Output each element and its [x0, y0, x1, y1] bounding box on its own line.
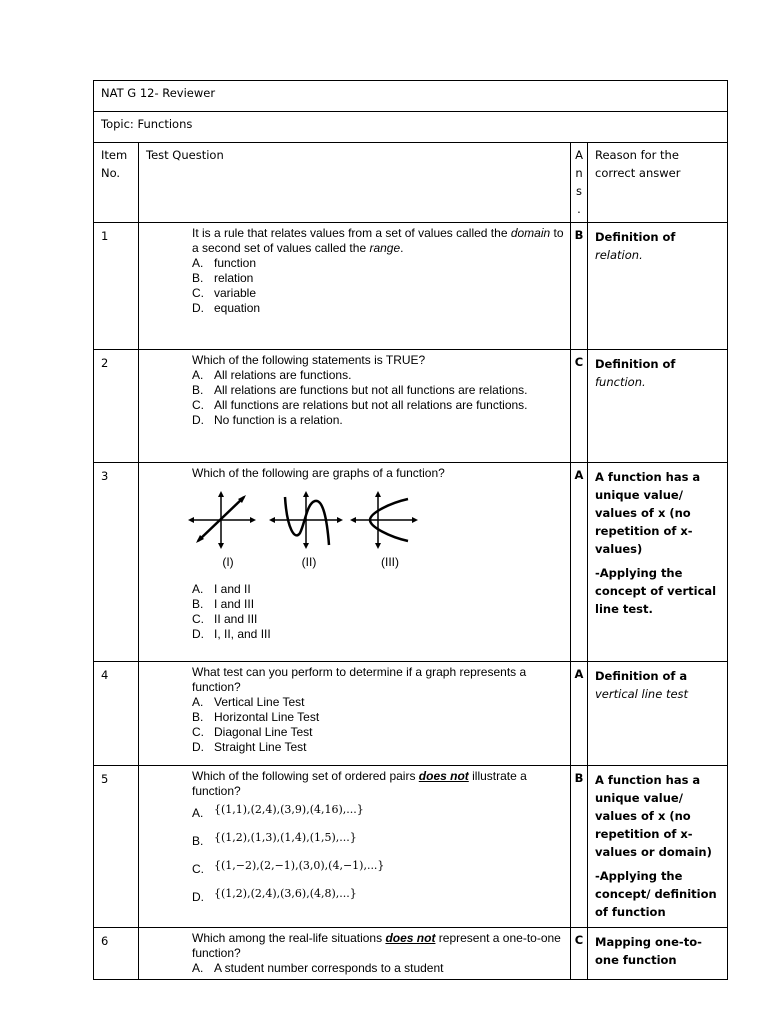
item-number: 6 [94, 928, 139, 980]
graph-iii [350, 489, 430, 570]
item-row-1 [94, 223, 728, 350]
cubic-graph-icon [269, 489, 349, 551]
answer-key: A [571, 463, 588, 662]
answer-key: C [571, 350, 588, 463]
answer-key: B [571, 766, 588, 928]
question-cell [139, 766, 571, 928]
option-b: B. All relations are functions but not all functions are relations. [192, 383, 528, 397]
graph-set [188, 489, 570, 570]
reason-cell [588, 463, 728, 662]
item-number: 1 [94, 223, 139, 350]
option-a: A. {(1,1),(2,4),(3,9),(4,16),...} [192, 802, 364, 820]
question-cell [139, 928, 571, 980]
document-title: NAT G 12- Reviewer [94, 81, 728, 112]
option-a: A. I and II [192, 582, 251, 596]
option-c: C. {(1,−2),(2,−1),(3,0),(4,−1),...} [192, 858, 385, 876]
parabola-graph-icon [350, 489, 430, 551]
question-cell [139, 350, 571, 463]
item-number: 3 [94, 463, 139, 662]
option-a: A. A student number corresponds to a student [192, 961, 444, 975]
option-c: C. II and III [192, 612, 258, 626]
option-d: D. No function is a relation. [192, 413, 343, 427]
question-cell [139, 223, 571, 350]
topic-row [94, 112, 728, 143]
option-d: D. {(1,2),(2,4),(3,6),(4,8),...} [192, 886, 357, 904]
question-cell [139, 662, 571, 766]
reason-cell [588, 766, 728, 928]
reason-cell [588, 928, 728, 980]
options-list [192, 256, 570, 316]
question-text: What test can you perform to determine if a graph represents a function? [192, 665, 527, 694]
question-cell [139, 463, 571, 662]
question-text: Which of the following statements is TRUE? [192, 353, 426, 367]
question-text: It is a rule that relates values from a set of values called the domain to a second set of values called the range. [192, 226, 564, 255]
option-b: B. Horizontal Line Test [192, 710, 320, 724]
option-c: C. variable [192, 286, 257, 300]
option-b: B. {(1,2),(1,3),(1,4),(1,5),...} [192, 830, 357, 848]
reason-text: Mapping one-to-one function [595, 935, 702, 967]
option-d: D. I, II, and III [192, 627, 271, 641]
item-row-3 [94, 463, 728, 662]
answer-key: B [571, 223, 588, 350]
graph-ii [269, 489, 349, 570]
options-list [192, 695, 570, 755]
header-test-question: Test Question [139, 143, 571, 223]
option-c: C. All functions are relations but not all relations are functions. [192, 398, 528, 412]
item-row-2 [94, 350, 728, 463]
topic-label: Topic: Functions [94, 112, 728, 143]
options-list [192, 582, 570, 642]
option-a: A. function [192, 256, 257, 270]
reason-cell: Definition of relation. [588, 223, 728, 350]
option-b: B. relation [192, 271, 254, 285]
answer-key: C [571, 928, 588, 980]
item-number: 4 [94, 662, 139, 766]
header-item-no: Item No. [94, 143, 139, 223]
options-list [192, 368, 570, 428]
options-list [192, 961, 570, 976]
graph-label: (III) [381, 555, 399, 569]
reason-text: A function has a unique value/ values of x (no repetition of x-values or domain) [595, 773, 712, 859]
reason-text: -Applying the concept/ definition of function [595, 869, 717, 919]
item-row-4 [94, 662, 728, 766]
graph-label: (II) [301, 555, 317, 569]
item-row-5 [94, 766, 728, 928]
column-header-row [94, 143, 728, 223]
title-row [94, 81, 728, 112]
line-graph-icon [188, 489, 268, 551]
reason-cell: Definition of a vertical line test [588, 662, 728, 766]
header-ans: A n s . [571, 143, 588, 223]
question-text: Which among the real-life situations does not represent a one-to-one function? [192, 931, 561, 960]
graph-label: (I) [222, 555, 234, 569]
item-row-6 [94, 928, 728, 980]
item-number: 5 [94, 766, 139, 928]
option-a: A. Vertical Line Test [192, 695, 305, 709]
item-number: 2 [94, 350, 139, 463]
reason-cell: Definition of function. [588, 350, 728, 463]
answer-key: A [571, 662, 588, 766]
option-d: D. Straight Line Test [192, 740, 307, 754]
option-d: D. equation [192, 301, 261, 315]
reason-text: -Applying the concept of vertical line test. [595, 566, 717, 616]
option-c: C. Diagonal Line Test [192, 725, 313, 739]
reason-text: A function has a unique value/ values of x (no repetition of x-values) [595, 470, 701, 556]
option-a: A. All relations are functions. [192, 368, 352, 382]
option-b: B. I and III [192, 597, 255, 611]
reviewer-table [93, 80, 728, 980]
question-text: Which of the following set of ordered pairs does not illustrate a function? [192, 769, 527, 798]
header-reason: Reason for the correct answer [588, 143, 728, 223]
graph-i [188, 489, 268, 570]
question-text: Which of the following are graphs of a function? [192, 466, 445, 480]
